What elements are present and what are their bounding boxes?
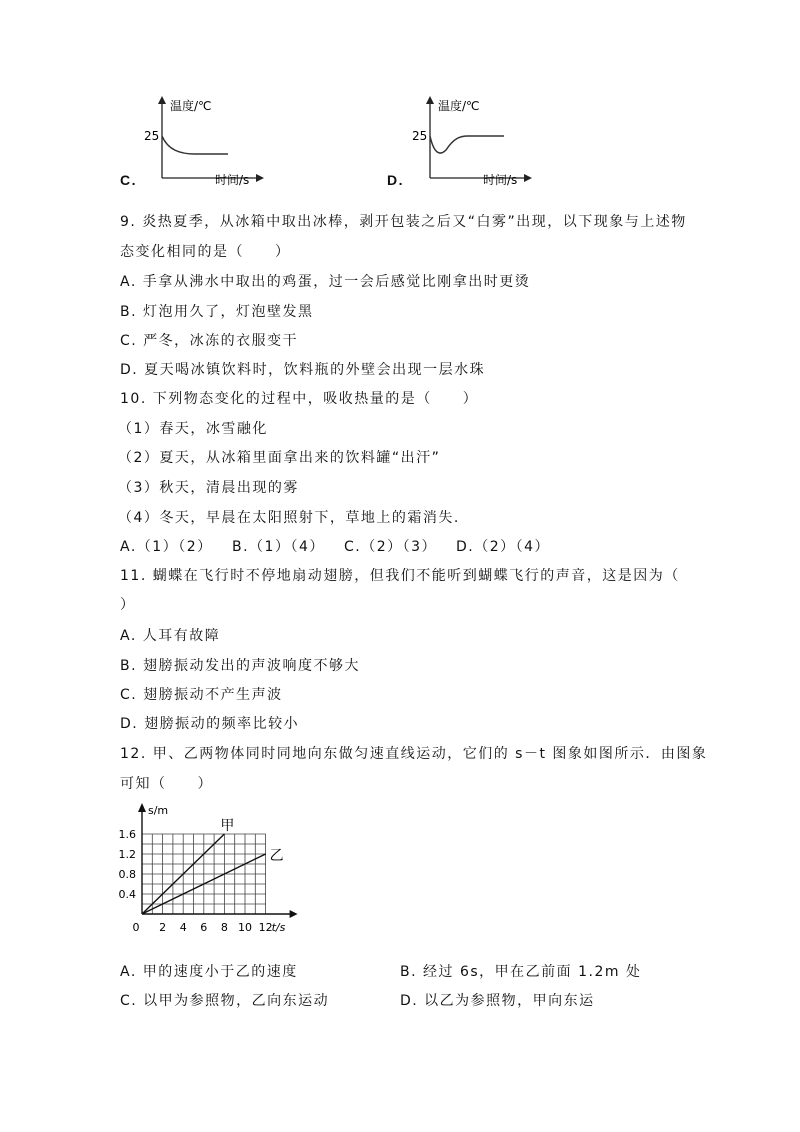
q12-option-b: B. 经过 6s，甲在乙前面 1.2m 处 [400, 964, 642, 980]
option-c-letter: C. [120, 172, 137, 188]
x-tick-label: 4 [179, 921, 187, 934]
q11-option-c: C. 翅膀振动不产生声波 [120, 687, 283, 703]
x-tick-label: 8 [220, 921, 228, 934]
q12-stem-line1: 12. 甲、乙两物体同时同地向东做匀速直线运动，它们的 s－t 图象如图所示．由图象 [120, 746, 708, 762]
x-tick-label: 6 [200, 921, 208, 934]
q9-stem-line2: 态变化相同的是（ ） [120, 244, 291, 260]
q12-stem-line2: 可知（ ） [120, 776, 213, 792]
q9-option-c: C. 严冬，冰冻的衣服变干 [120, 333, 299, 349]
x-tick-label: 0 [132, 921, 140, 934]
y-axis-label: s/m [148, 804, 169, 817]
x-tick-label: 10 [238, 921, 252, 934]
q10-option-b: B.（1）（4） [232, 539, 325, 555]
x-axis-arrow [290, 910, 298, 918]
series-jia-label: 甲 [220, 818, 235, 834]
q9-option-b: B. 灯泡用久了，灯泡壁发黑 [120, 304, 314, 320]
q10-option-a: A.（1）（2） [120, 539, 213, 555]
temperature-graph-d [408, 92, 538, 190]
q12-option-d: D. 以乙为参照物，甲向东运 [400, 993, 595, 1009]
q9-option-a: A. 手拿从沸水中取出的鸡蛋，过一会后感觉比刚拿出时更烫 [120, 274, 531, 290]
graph-d-curve [430, 136, 504, 153]
q11-stem-line2: ） [120, 597, 136, 613]
q12-option-a: A. 甲的速度小于乙的速度 [120, 964, 298, 980]
x-tick-label: 2 [159, 921, 167, 934]
x-tick-label: 12 [258, 921, 273, 934]
x-axis-label: t/s [271, 921, 286, 934]
q10-item-4: （4）冬天，早晨在太阳照射下，草地上的霜消失. [118, 510, 460, 526]
q9-option-d: D. 夏天喝冰镇饮料时，饮料瓶的外壁会出现一层水珠 [120, 362, 486, 378]
q10-item-2: （2）夏天，从冰箱里面拿出来的饮料罐“出汗” [118, 450, 441, 466]
y-tick-label: 1.2 [118, 848, 136, 861]
graph-c-xlabel: 时间/s [215, 173, 250, 187]
y-axis-arrow [138, 803, 146, 812]
q10-option-d: D.（2）（4） [456, 539, 551, 555]
q10-item-3: （3）秋天，清晨出现的雾 [118, 480, 299, 496]
graph-d-ylabel: 温度/℃ [438, 99, 480, 113]
graph-c-ylabel: 温度/℃ [170, 99, 212, 113]
graph-c-ytick: 25 [144, 129, 160, 143]
graph-d-ytick: 25 [412, 129, 428, 143]
option-d-letter: D. [387, 172, 404, 188]
q11-option-b: B. 翅膀振动发出的声波响度不够大 [120, 658, 361, 674]
graph-d-xlabel: 时间/s [483, 173, 518, 187]
q11-option-a: A. 人耳有故障 [120, 628, 221, 644]
q10-item-1: （1）春天，冰雪融化 [118, 421, 268, 437]
y-tick-label: 1.6 [118, 828, 136, 841]
q10-option-c: C.（2）（3） [344, 539, 438, 555]
q11-option-d: D. 翅膀振动的频率比较小 [120, 716, 300, 732]
q10-stem: 10. 下列物态变化的过程中，吸收热量的是（ ） [120, 391, 479, 407]
q11-stem-line1: 11. 蝴蝶在飞行时不停地扇动翅膀，但我们不能听到蝴蝶飞行的声音，这是因为（ [120, 568, 680, 584]
temperature-graph-c [140, 92, 270, 190]
series-yi-label: 乙 [269, 848, 284, 864]
st-grid [142, 834, 266, 914]
q12-option-c: C. 以甲为参照物，乙向东运动 [120, 993, 330, 1009]
st-graph [110, 800, 310, 940]
y-tick-label: 0.4 [118, 888, 136, 901]
y-tick-label: 0.8 [118, 868, 136, 881]
graph-c-curve [162, 136, 228, 154]
q9-stem-line1: 9. 炎热夏季，从冰箱中取出冰棒，剥开包装之后又“白雾”出现，以下现象与上述物 [120, 214, 687, 230]
